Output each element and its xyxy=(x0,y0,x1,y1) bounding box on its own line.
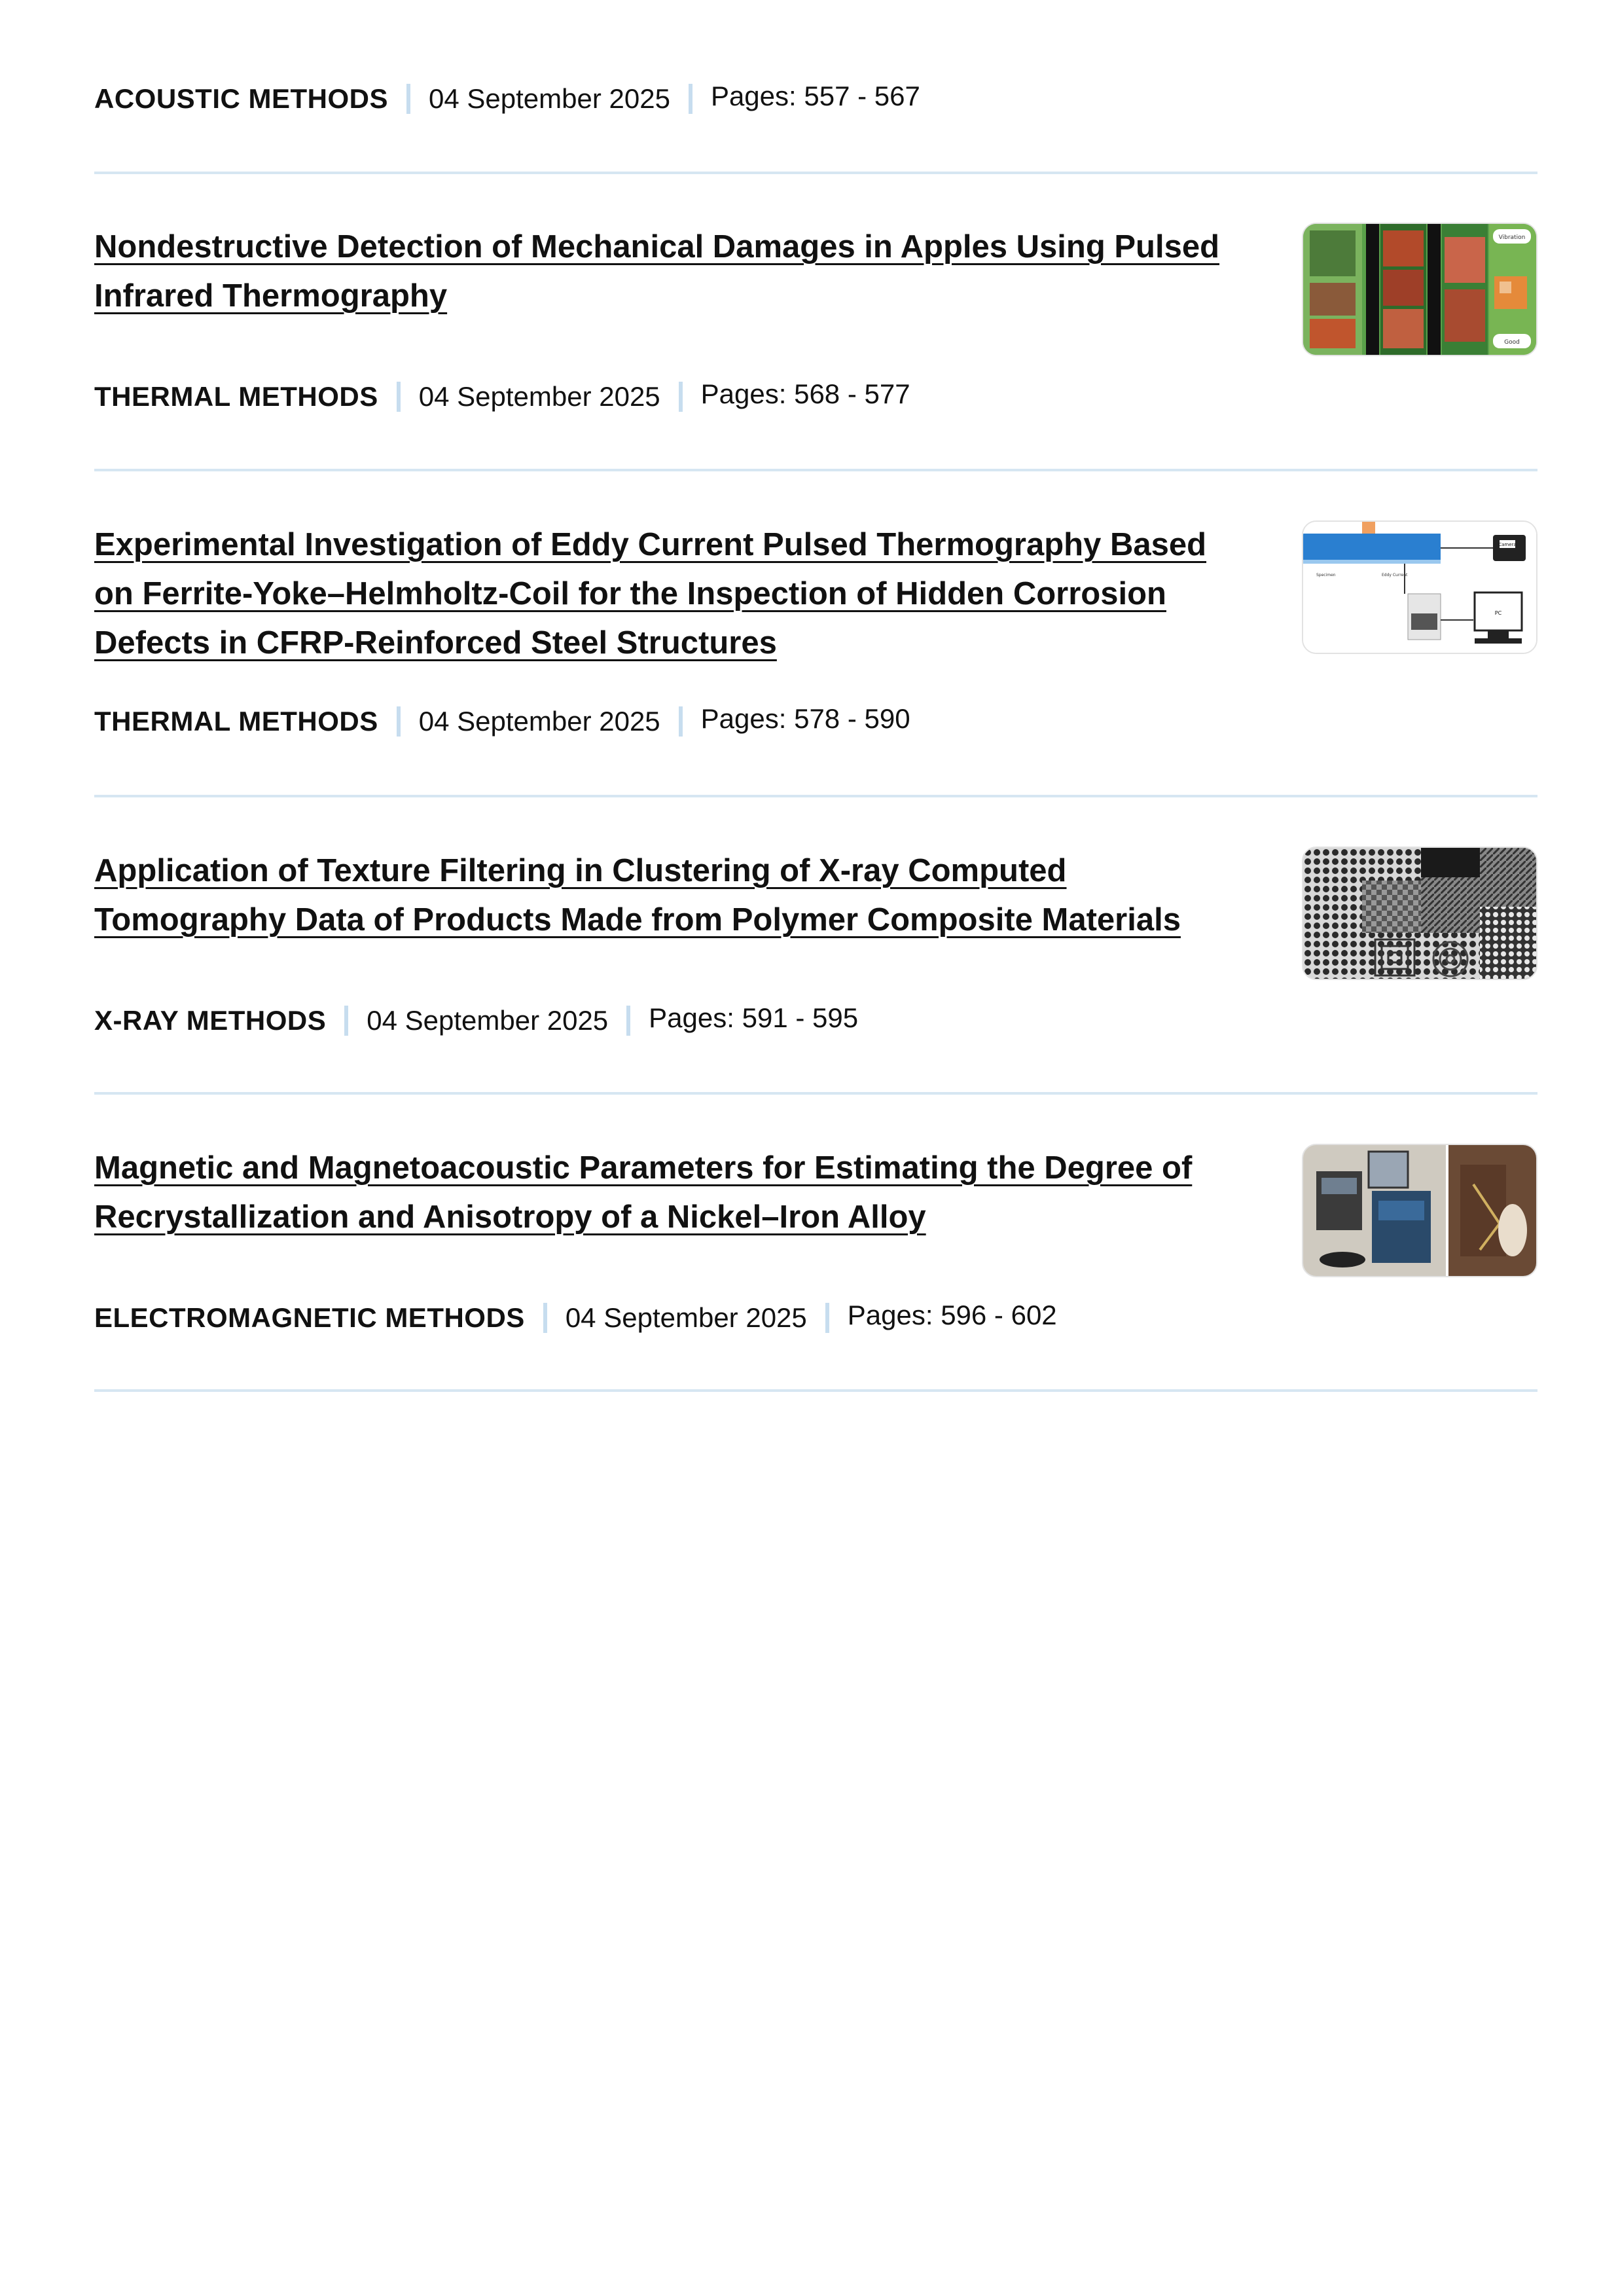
article-type[interactable]: ELECTROMAGNETIC METHODS xyxy=(94,1302,525,1333)
divider xyxy=(94,469,1537,471)
thumb-label: Eddy Current xyxy=(1382,573,1408,577)
article-date: 04 September 2025 xyxy=(418,706,660,737)
divider xyxy=(94,1092,1537,1095)
article-date: 04 September 2025 xyxy=(429,83,670,114)
article-title xyxy=(94,223,1240,321)
article-date: 04 September 2025 xyxy=(565,1302,807,1333)
article-title xyxy=(94,1144,1240,1242)
meta-separator xyxy=(626,1006,630,1036)
meta-separator xyxy=(344,1006,348,1036)
article-type[interactable]: ACOUSTIC METHODS xyxy=(94,83,388,114)
article-date: 04 September 2025 xyxy=(367,1005,609,1036)
article-item xyxy=(94,847,1537,1043)
thumb-label: Camera xyxy=(1498,542,1517,547)
thumb-label: Specimen xyxy=(1316,573,1336,577)
meta-separator xyxy=(397,382,401,412)
article-thumbnail[interactable] xyxy=(1302,847,1537,980)
article-pages: Pages: 596 - 602 xyxy=(847,1300,1057,1330)
article-title-link[interactable]: Magnetic and Magnetoacoustic Parameters for Estimating the Degree of Recrystallization and Anisotropy of a Nickel–Iron Alloy xyxy=(94,1150,1193,1235)
article-meta xyxy=(94,703,910,737)
meta-separator xyxy=(679,382,683,412)
article-meta xyxy=(94,81,920,114)
divider xyxy=(94,1389,1537,1392)
meta-separator xyxy=(397,706,401,737)
article-meta xyxy=(94,1002,859,1036)
article-title xyxy=(94,520,1240,668)
article-title xyxy=(94,847,1240,945)
article-pages: Pages: 557 - 567 xyxy=(710,81,920,111)
thumb-label: Vibration xyxy=(1498,234,1526,241)
divider xyxy=(94,172,1537,174)
article-type[interactable]: X-RAY METHODS xyxy=(94,1005,327,1036)
article-thumbnail[interactable] xyxy=(1302,223,1537,356)
article-date: 04 September 2025 xyxy=(418,381,660,412)
article-item xyxy=(94,520,1537,743)
article-type[interactable]: THERMAL METHODS xyxy=(94,381,378,412)
meta-separator xyxy=(679,706,683,737)
article-item xyxy=(94,223,1537,419)
article-thumbnail[interactable] xyxy=(1302,1144,1537,1277)
meta-separator xyxy=(825,1303,829,1333)
article-thumbnail[interactable] xyxy=(1302,520,1537,654)
article-meta xyxy=(94,1300,1057,1333)
article-title-link[interactable]: Experimental Investigation of Eddy Current Pulsed Thermography Based on Ferrite-Yoke–Helmholtz-Coil for the Inspection of Hidden Corrosion Defects in CFRP-Reinforced Steel Structures xyxy=(94,527,1207,661)
thumb-label: PC xyxy=(1494,610,1502,616)
thumb-label: Good xyxy=(1504,339,1520,346)
article-meta xyxy=(94,378,910,412)
article-item xyxy=(94,1144,1537,1340)
article-pages: Pages: 578 - 590 xyxy=(700,703,910,734)
article-pages: Pages: 591 - 595 xyxy=(649,1002,859,1033)
meta-separator xyxy=(406,84,410,114)
article-type[interactable]: THERMAL METHODS xyxy=(94,706,378,737)
meta-separator xyxy=(689,84,692,114)
meta-separator xyxy=(543,1303,547,1333)
article-title-link[interactable]: Nondestructive Detection of Mechanical Damages in Apples Using Pulsed Infrared Thermography xyxy=(94,229,1220,314)
article-title-link[interactable]: Application of Texture Filtering in Clustering of X-ray Computed Tomography Data of Products Made from Polymer Composite Materials xyxy=(94,853,1181,938)
divider xyxy=(94,795,1537,797)
article-pages: Pages: 568 - 577 xyxy=(700,378,910,409)
